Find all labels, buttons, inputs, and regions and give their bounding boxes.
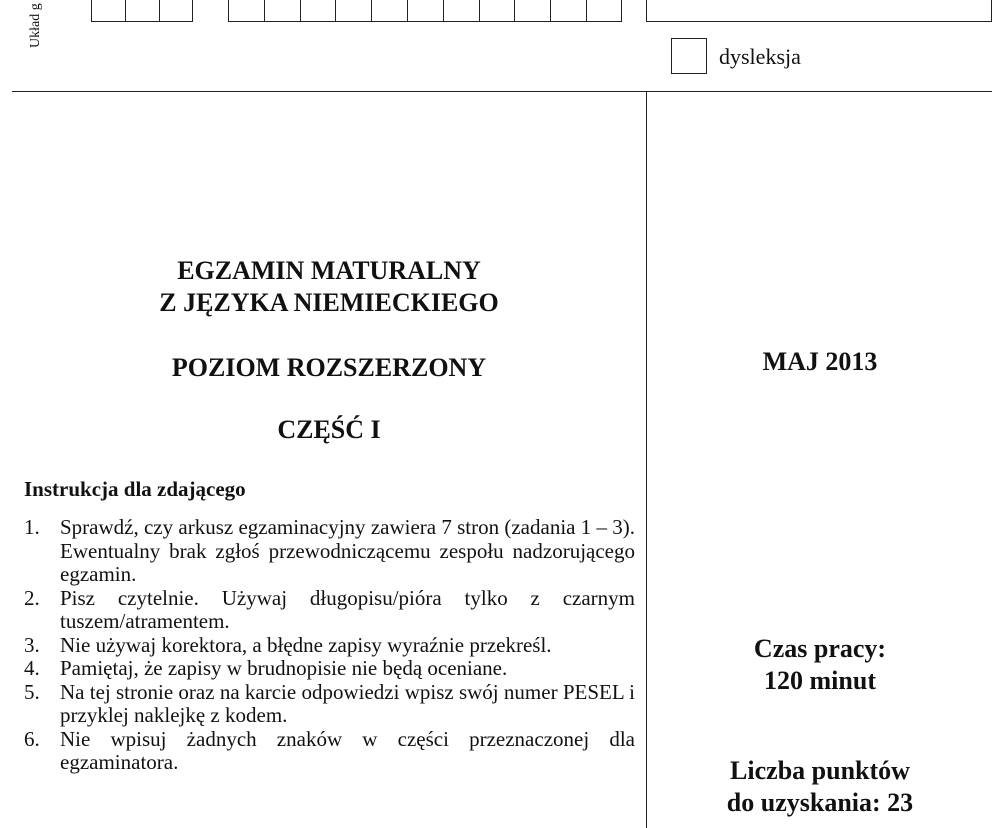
pesel-box[interactable] (407, 0, 443, 22)
horizontal-divider (12, 91, 992, 92)
pesel-box[interactable] (586, 0, 622, 22)
pesel-boxes[interactable] (228, 0, 622, 22)
exam-title (12, 255, 646, 319)
pesel-box[interactable] (479, 0, 515, 22)
exam-date: MAJ 2013 (762, 347, 878, 376)
instruction-item: 4. Pamiętaj, że zapisy w brudnopisie nie będą oceniane. (24, 656, 508, 680)
exam-points-label: Liczba punktów (730, 756, 910, 785)
pesel-box[interactable] (228, 0, 264, 22)
dyslexia-label: dysleksja (719, 44, 801, 69)
code-box[interactable] (91, 0, 125, 22)
exam-part: CZĘŚĆ I (277, 415, 381, 444)
pesel-box[interactable] (514, 0, 550, 22)
exam-points (646, 755, 994, 819)
pesel-box[interactable] (550, 0, 586, 22)
sticker-box (646, 0, 992, 22)
pesel-box[interactable] (264, 0, 300, 22)
instruction-item: 3. Nie używaj korektora, a błędne zapisy wyraźnie przekreśl. (24, 632, 552, 657)
exam-duration-value: 120 minut (764, 666, 876, 695)
vertical-divider (646, 91, 647, 828)
instructions-list (24, 516, 635, 775)
pesel-box[interactable] (335, 0, 371, 22)
instruction-item: 6. Nie wpisuj żadnych znaków w części przeznaczonej dla egzaminatora. (24, 726, 635, 774)
exam-duration-label: Czas pracy: (753, 634, 887, 663)
dyslexia-checkbox[interactable] (671, 38, 707, 74)
exam-points-value: do uzyskania: 23 (726, 788, 914, 817)
pesel-box[interactable] (300, 0, 336, 22)
instruction-item: 5. Na tej stronie oraz na karcie odpowiedzi wpisz swój numer PESEL i przyklej naklejkę z kodem. (24, 679, 635, 727)
exam-level: POZIOM ROZSZERZONY (171, 353, 487, 382)
exam-title-line2: Z JĘZYKA NIEMIECKIEGO (159, 288, 499, 317)
instruction-item: 2. Pisz czytelnie. Używaj długopisu/pióra tylko z czarnym tuszem/atramentem. (24, 585, 635, 633)
exam-duration (646, 633, 994, 697)
pesel-box[interactable] (371, 0, 407, 22)
exam-title-line1: EGZAMIN MATURALNY (177, 256, 481, 285)
pesel-box[interactable] (443, 0, 479, 22)
code-box[interactable] (159, 0, 193, 22)
instruction-item: 1. Sprawdź, czy arkusz egzaminacyjny zawiera 7 stron (zadania 1 – 3). Ewentualny brak zgłoś przewodniczącemu zespołu nadzorującego egzamin. (24, 515, 635, 586)
code-boxes[interactable] (91, 0, 193, 22)
code-box[interactable] (125, 0, 159, 22)
instructions-heading: Instrukcja dla zdającego (24, 477, 246, 501)
layout-side-label: Układ g (28, 3, 43, 48)
